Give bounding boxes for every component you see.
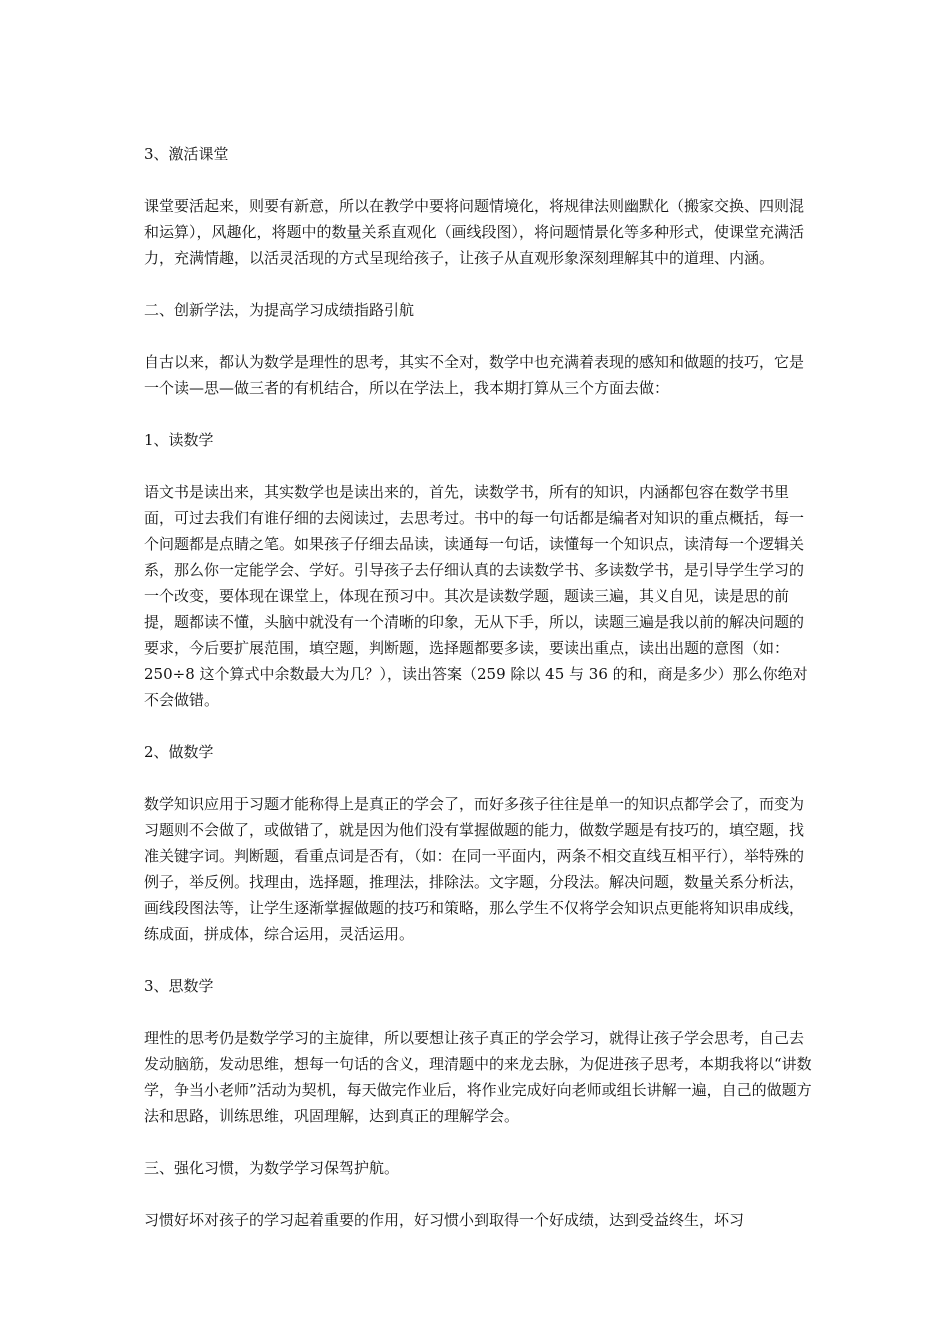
paragraph: 自古以来，都认为数学是理性的思考，其实不全对，数学中也充满着表现的感知和做题的技巧，它是一个读—思—做三者的有机结合，所以在学法上，我本期打算从三个方面去做：: [144, 353, 805, 397]
section-heading: 3、思数学: [144, 977, 214, 995]
paragraph: 数学知识应用于习题才能称得上是真正的学会了，而好多孩子往往是单一的知识点都学会了，而变为习题则不会做了，或做错了，就是因为他们没有掌握做题的能力，做数学题是有技巧的，填空题，找准关键字词。判断题，看重点词是否有，（如：在同一平面内，两条不相交直线互相平行），举特殊的例子，举反例。找理由，选择题，推理法，排除法。文字题，分段法。解决问题，数量关系分析法，画线段图法等，让学生逐渐掌握做题的技巧和策略，那么学生不仅将学会知识点更能将知识串成线，练成面，拼成体，综合运用，灵活运用。: [144, 795, 805, 943]
spacer: [144, 323, 812, 349]
spacer: [144, 1129, 812, 1155]
paragraph: 习惯好坏对孩子的学习起着重要的作用，好习惯小到取得一个好成绩，达到受益终生，坏习: [144, 1211, 745, 1229]
section-heading: 1、读数学: [144, 431, 214, 449]
spacer: [144, 999, 812, 1025]
section-heading: 二、创新学法，为提高学习成绩指路引航: [144, 301, 415, 319]
spacer: [144, 401, 812, 427]
section-heading: 3、激活课堂: [144, 145, 229, 163]
document-body: [144, 141, 812, 1233]
spacer: [144, 1181, 812, 1207]
paragraph: 语文书是读出来，其实数学也是读出来的，首先，读数学书，所有的知识，内涵都包容在数学书里面，可过去我们有谁仔细的去阅读过，去思考过。书中的每一句话都是编者对知识的重点概括，每一个问题都是点睛之笔。如果孩子仔细去品读，读通每一句话，读懂每一个知识点，读清每一个逻辑关系，那么你一定能学会、学好。引导孩子去仔细认真的去读数学书、多读数学书，是引导学生学习的一个改变，要体现在课堂上，体现在预习中。其次是读数学题，题读三遍，其义自见，读是思的前提，题都读不懂，头脑中就没有一个清晰的印象，无从下手，所以，读题三遍是我以前的解决问题的要求，今后要扩展范围，填空题，判断题，选择题都要多读，要读出重点，读出出题的意图（如：250÷8 这个算式中余数最大为几？），读出答案（259 除以 45 与 36 的和，商是多少）那么你绝对不会做错。: [144, 483, 808, 709]
spacer: [144, 167, 812, 193]
paragraph: 理性的思考仍是数学学习的主旋律，所以要想让孩子真正的学会学习，就得让孩子学会思考，自己去发动脑筋，发动思维，想每一句话的含义，理清题中的来龙去脉，为促进孩子思考，本期我将以“讲数学，争当小老师”活动为契机，每天做完作业后，将作业完成好向老师或组长讲解一遍，自己的做题方法和思路，训练思维，巩固理解，达到真正的理解学会。: [144, 1029, 812, 1125]
paragraph: 课堂要活起来，则要有新意，所以在教学中要将问题情境化，将规律法则幽默化（搬家交换、四则混和运算），风趣化，将题中的数量关系直观化（画线段图），将问题情景化等多种形式，使课堂充满活力，充满情趣，以活灵活现的方式呈现给孩子，让孩子从直观形象深刻理解其中的道理、内涵。: [144, 197, 805, 267]
spacer: [144, 765, 812, 791]
spacer: [144, 713, 812, 739]
spacer: [144, 271, 812, 297]
spacer: [144, 453, 812, 479]
section-heading: 三、强化习惯，为数学学习保驾护航。: [144, 1159, 400, 1177]
section-heading: 2、做数学: [144, 743, 214, 761]
spacer: [144, 947, 812, 973]
